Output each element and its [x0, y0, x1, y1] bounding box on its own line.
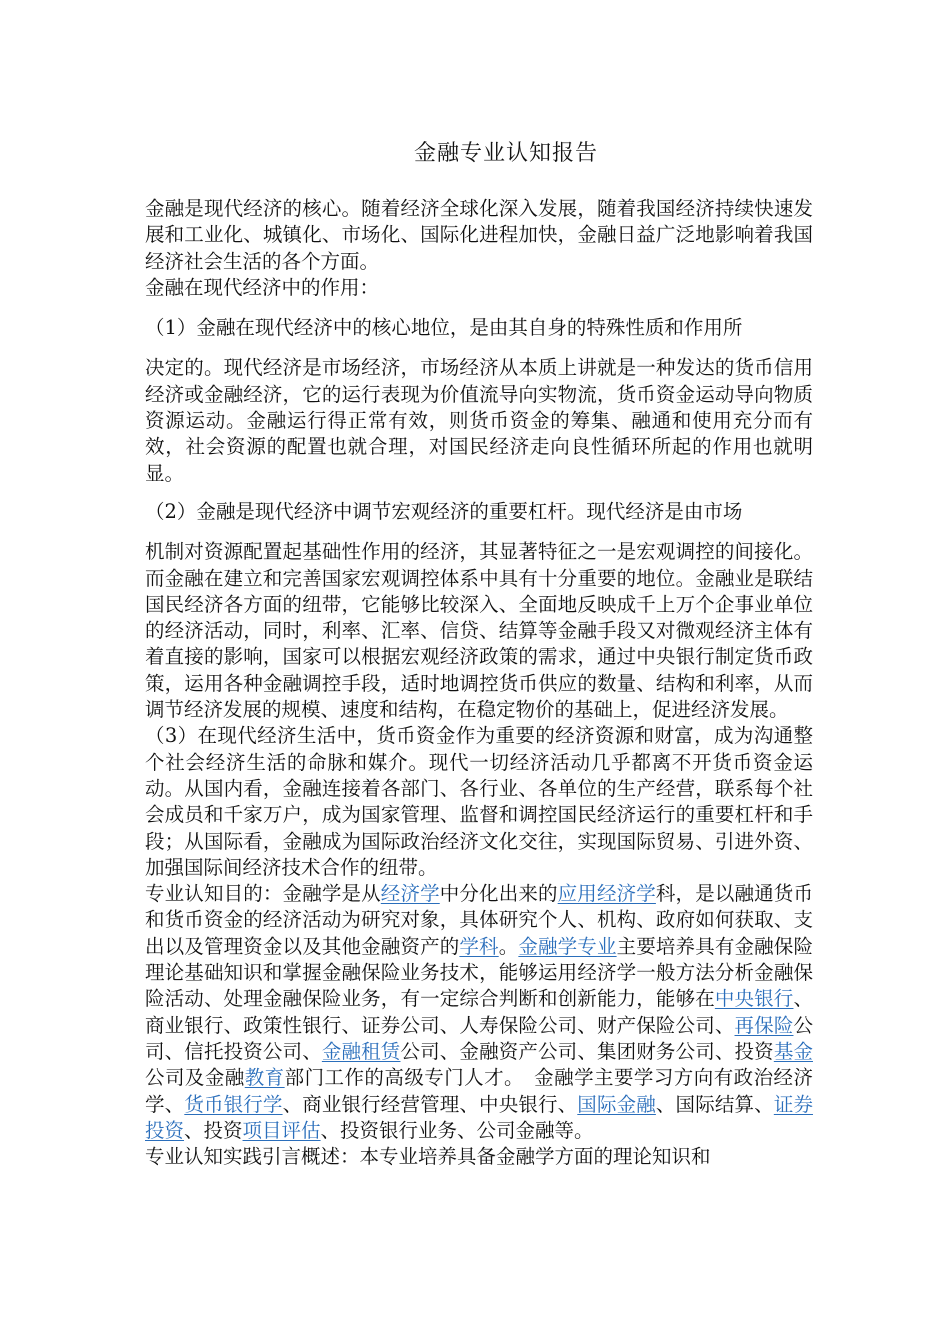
purpose-text: 中分化出来的 — [439, 882, 558, 906]
point3-paragraph: （3）在现代经济生活中，货币资金作为重要的经济资源和财富，成为沟通整个社会经济生活的命脉和媒介。现代一切经济活动几乎都离不开货币资金运动。从国内看，金融连接着各部门、各行业、各单位的生产经营，联系每个社会成员和千家万户，成为国家管理、监督和调控国民经济运行的重要杠杆和手段；从国际看，金融成为国际政治经济文化交往，实现国际贸易、引进外资、加强国际间经济技术合作的纽带。 — [145, 724, 813, 879]
purpose-text: 专业认知目的：金融学是从 — [145, 882, 381, 906]
purpose-text: 、投资银行业务、公司金融等。 — [320, 1118, 594, 1142]
purpose-text: 公司、金融资产公司、集团财务公司、投资 — [400, 1039, 774, 1063]
link-finance-major[interactable]: 金融学专业 — [518, 934, 617, 958]
link-financial-leasing[interactable]: 金融租赁 — [321, 1039, 401, 1063]
purpose-text: 主要培养具有金融保险理论基础知识和掌握金融保险业务技术，能够运用经济学一般方法分析金融保险活动、处理金融保险业务，有一定综合判断和创新能力，能够在 — [145, 934, 813, 1011]
purpose-text: 部门工作的高级专门人才。 金融学主要学习方向有政治经济学、 — [145, 1066, 813, 1116]
purpose-paragraph — [145, 881, 813, 1144]
link-economics[interactable]: 经济学 — [380, 882, 440, 906]
page-title: 金融专业认知报告 — [413, 141, 598, 166]
point1-paragraph: 决定的。现代经济是市场经济，市场经济从本质上讲就是一种发达的货币信用经济或金融经济，它的运行表现为价值流导向实物流，货币资金运动导向物质资源运动。金融运行得正常有效，则货币资金的筹集、融通和使用充分而有效，社会资源的配置也就合理，对国民经济走向良性循环所起的作用也就明显。 — [145, 356, 813, 485]
link-education[interactable]: 教育 — [244, 1066, 285, 1090]
link-fund[interactable]: 基金 — [773, 1039, 813, 1063]
link-central-bank[interactable]: 中央银行 — [714, 987, 794, 1011]
practice-paragraph: 专业认知实践引言概述：本专业培养具备金融学方面的理论知识和 — [145, 1145, 711, 1169]
purpose-text: 、商业银行经营管理、中央银行、 — [282, 1092, 578, 1116]
intro-paragraph: 金融是现代经济的核心。随着经济全球化深入发展，随着我国经济持续快速发展和工业化、城镇化、市场化、国际化进程加快，金融日益广泛地影响着我国经济社会生活的各个方面。 — [145, 197, 813, 273]
purpose-text: 、投资 — [184, 1118, 243, 1142]
link-international-finance[interactable]: 国际金融 — [577, 1092, 656, 1116]
link-project-evaluation[interactable]: 项目评估 — [242, 1118, 321, 1142]
point2-paragraph: 机制对资源配置起基础性作用的经济，其显著特征之一是宏观调控的间接化。而金融在建立和完善国家宏观调控体系中具有十分重要的地位。金融业是联结国民经济各方面的纽带，它能够比较深入、全面地反映成千上万个企事业单位的经济活动，同时，利率、汇率、信贷、结算等金融手段又对微观经济主体有着直接的影响，国家可以根据宏观经济政策的需求，通过中央银行制定货币政策，运用各种金融调控手段，适时地调控货币供应的数量、结构和利率，从而调节经济发展的规模、速度和结构，在稳定物价的基础上，促进经济发展。 — [145, 540, 813, 722]
purpose-text: 。 — [498, 934, 519, 958]
point2-first-line: （2）金融是现代经济中调节宏观经济的重要杠杆。现代经济是由市场 — [145, 499, 743, 523]
purpose-text: 、商业银行、政策性银行、证券公司、人寿保险公司、财产保险公司、 — [145, 987, 813, 1037]
link-reinsurance[interactable]: 再保险 — [734, 1013, 794, 1037]
role-heading: 金融在现代经济中的作用： — [145, 275, 380, 299]
link-discipline[interactable]: 学科 — [459, 934, 499, 958]
link-securities-investment[interactable]: 证券投资 — [145, 1092, 813, 1142]
point1-first-line: （1）金融在现代经济中的核心地位，是由其自身的特殊性质和作用所 — [145, 316, 743, 340]
link-money-banking[interactable]: 货币银行学 — [184, 1092, 283, 1116]
purpose-text: 公司及金融 — [145, 1066, 245, 1090]
purpose-text: 公司、信托投资公司、 — [145, 1013, 813, 1063]
document-body — [145, 196, 813, 1170]
link-applied-economics[interactable]: 应用经济学 — [557, 882, 656, 906]
purpose-text: 、国际结算、 — [655, 1092, 774, 1116]
purpose-text: 科，是以融通货币和货币资金的经济活动为研究对象，具体研究个人、机构、政府如何获取、支出以及管理资金以及其他金融资产的 — [145, 882, 813, 958]
